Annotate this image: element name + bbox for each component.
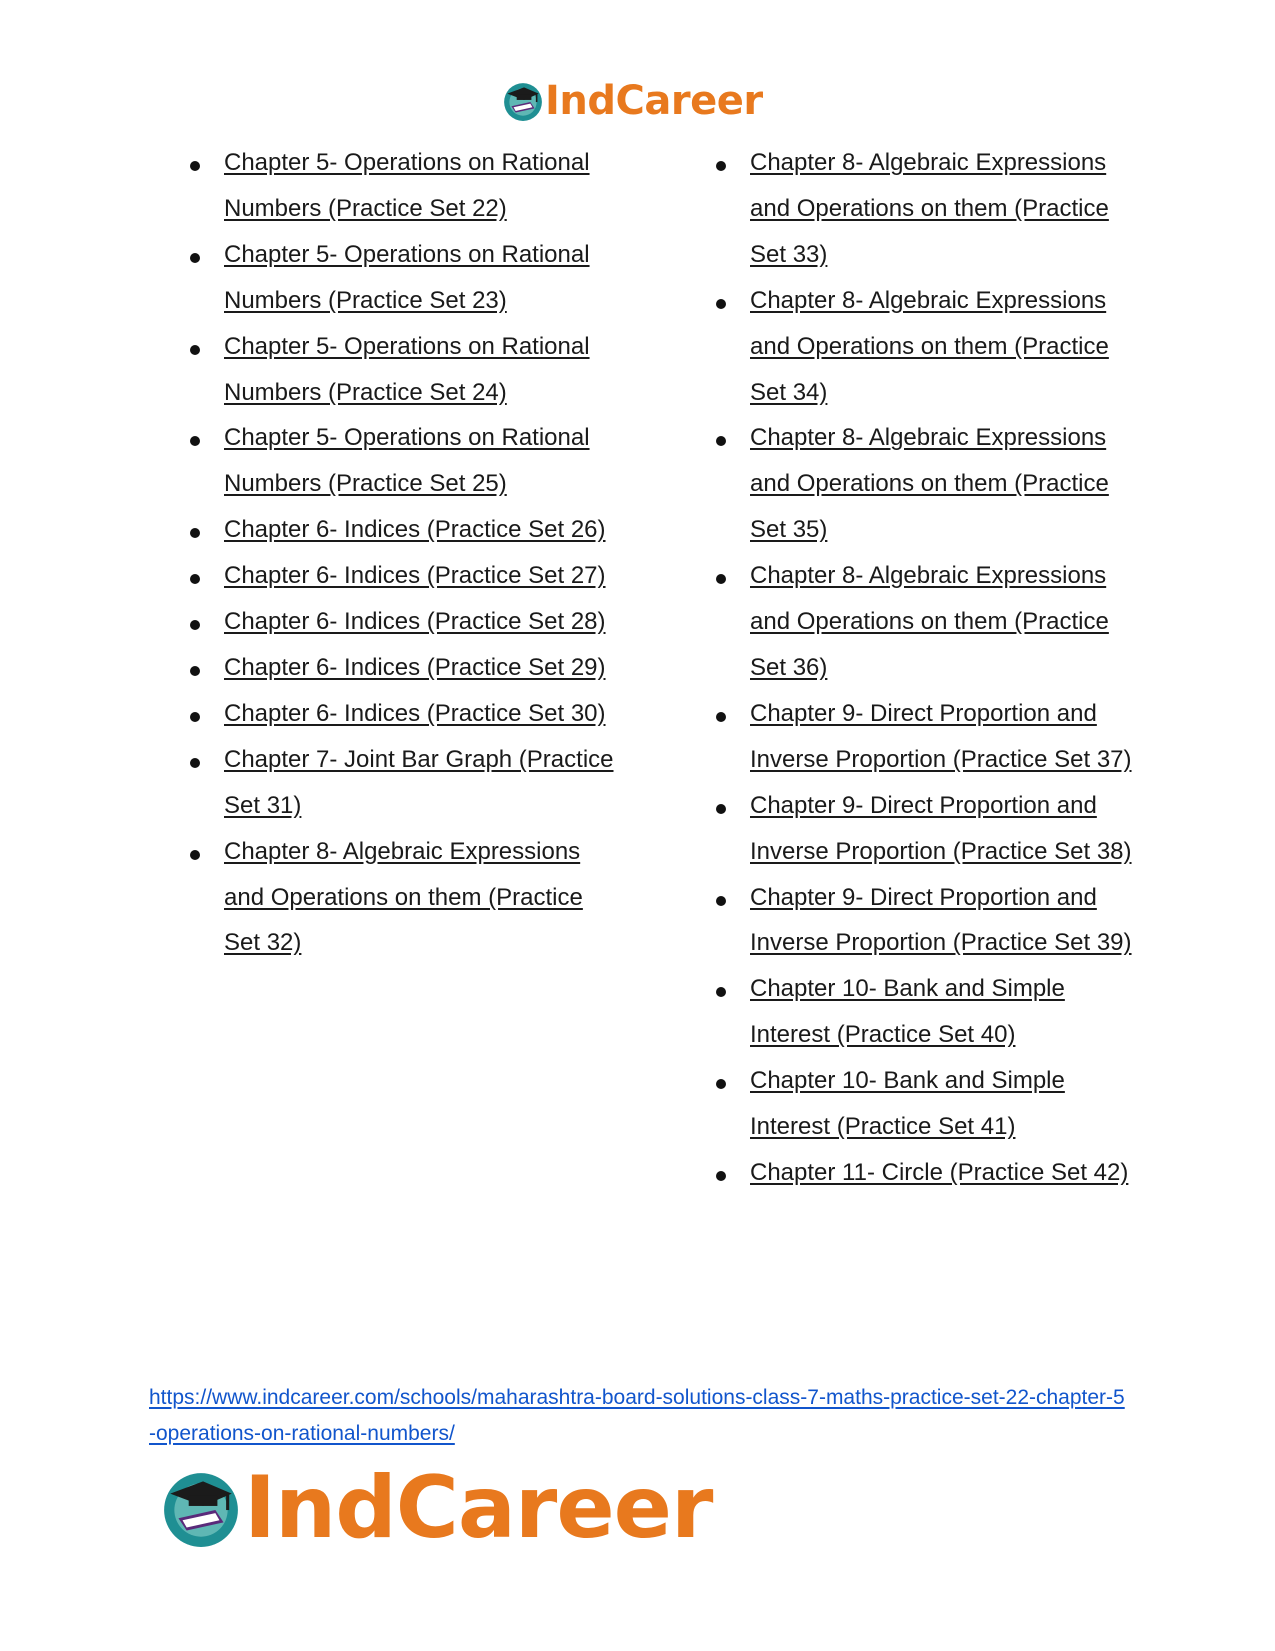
list-item (710, 966, 1150, 1058)
list-item (184, 737, 624, 829)
list-item (184, 553, 624, 599)
source-url-link[interactable]: https://www.indcareer.com/schools/maharashtra-board-solutions-class-7-maths-practice-set-22-chapter-5-operations-on-rational-numbers/ (149, 1386, 1125, 1445)
chapter-link[interactable]: Chapter 10- Bank and Simple Interest (Practice Set 41) (750, 1067, 1065, 1141)
list-item (184, 829, 624, 967)
chapter-link[interactable]: Chapter 9- Direct Proportion and Inverse Proportion (Practice Set 39) (750, 883, 1132, 957)
list-item (710, 553, 1150, 691)
list-item (184, 599, 624, 645)
chapter-link[interactable]: Chapter 7- Joint Bar Graph (Practice Set 31) (224, 745, 614, 819)
list-item (710, 1058, 1150, 1150)
chapter-link[interactable]: Chapter 6- Indices (Practice Set 29) (224, 653, 606, 681)
list-item (184, 507, 624, 553)
chapter-link[interactable]: Chapter 5- Operations on Rational Numbers (Practice Set 24) (224, 332, 590, 406)
list-item (184, 691, 624, 737)
chapter-link[interactable]: Chapter 8- Algebraic Expressions and Operations on them (Practice Set 36) (750, 562, 1109, 681)
list-item (710, 691, 1150, 783)
chapter-link[interactable]: Chapter 6- Indices (Practice Set 28) (224, 608, 606, 636)
brand-wordmark: IndCareer (545, 78, 763, 124)
chapter-link[interactable]: Chapter 6- Indices (Practice Set 26) (224, 516, 606, 544)
chapter-link[interactable]: Chapter 5- Operations on Rational Numbers (Practice Set 23) (224, 240, 590, 314)
chapter-link[interactable]: Chapter 5- Operations on Rational Numbers (Practice Set 22) (224, 149, 590, 222)
chapter-list-right (710, 140, 1150, 1196)
list-item (710, 783, 1150, 875)
list-item (710, 1150, 1150, 1196)
footer-logo (160, 1458, 713, 1558)
list-item (710, 415, 1150, 553)
chapter-link[interactable]: Chapter 8- Algebraic Expressions and Operations on them (Practice Set 35) (750, 424, 1109, 544)
list-item (184, 645, 624, 691)
chapter-list-left (184, 140, 624, 966)
list-item (184, 232, 624, 324)
chapter-link[interactable]: Chapter 9- Direct Proportion and Inverse Proportion (Practice Set 37) (750, 699, 1132, 773)
list-item (184, 324, 624, 416)
chapter-link[interactable]: Chapter 6- Indices (Practice Set 30) (224, 699, 606, 727)
list-item (710, 875, 1150, 967)
chapter-link[interactable]: Chapter 8- Algebraic Expressions and Operations on them (Practice Set 32) (224, 837, 583, 957)
graduation-cap-book-globe-icon (502, 80, 544, 122)
list-item (184, 140, 624, 232)
header-logo (502, 80, 763, 122)
chapter-link[interactable]: Chapter 8- Algebraic Expressions and Operations on them (Practice Set 34) (750, 286, 1109, 406)
graduation-cap-book-globe-icon (160, 1467, 242, 1549)
chapter-link[interactable]: Chapter 5- Operations on Rational Numbers (Practice Set 25) (224, 424, 590, 498)
chapter-link[interactable]: Chapter 8- Algebraic Expressions and Operations on them (Practice Set 33) (750, 149, 1109, 268)
list-item (710, 140, 1150, 278)
list-item (184, 415, 624, 507)
list-item (710, 278, 1150, 416)
chapter-link[interactable]: Chapter 9- Direct Proportion and Inverse Proportion (Practice Set 38) (750, 791, 1132, 865)
chapter-link[interactable]: Chapter 6- Indices (Practice Set 27) (224, 562, 606, 590)
chapter-link[interactable]: Chapter 11- Circle (Practice Set 42) (750, 1158, 1129, 1186)
brand-wordmark: IndCareer (244, 1458, 713, 1558)
chapter-link[interactable]: Chapter 10- Bank and Simple Interest (Practice Set 40) (750, 975, 1065, 1049)
